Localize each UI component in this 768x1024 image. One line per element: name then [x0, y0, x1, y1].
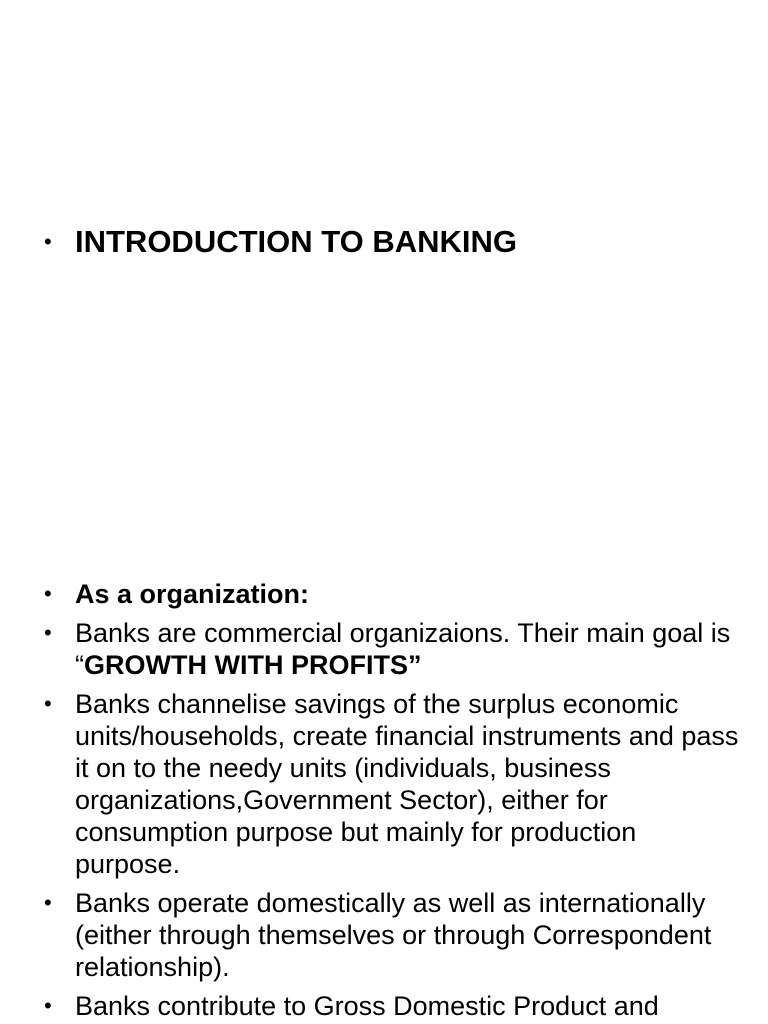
- bullet-icon: •: [44, 581, 52, 606]
- bullet-icon: •: [44, 620, 52, 645]
- bullet-text-savings: Banks channelise savings of the surplus economic units/households, create financial instruments and pass it on to the needy units (individuals, business organizations,Government Sector), either for consumption purpose but mainly for production purpose.: [75, 689, 739, 879]
- bullet-icon: •: [44, 691, 52, 716]
- bullet-text-operations: Banks operate domestically as well as internationally (either through themselves or through Correspondent relationship).: [75, 888, 712, 982]
- bullet-item-heading: [44, 578, 744, 610]
- bullet-item-savings: [44, 688, 744, 880]
- bullet-text-gdp: Banks contribute to Gross Domestic Product and: [75, 991, 659, 1021]
- slide-title-block: [44, 222, 744, 262]
- bullet-icon: •: [44, 890, 52, 915]
- goal-text: Banks are commercial organizaions. Their main goal is “: [75, 618, 731, 680]
- goal-emphasis: GROWTH WITH PROFITS”: [84, 650, 422, 680]
- bullet-text-goal: [75, 617, 744, 681]
- section-heading: As a organization:: [75, 579, 310, 609]
- bullet-item-gdp: [44, 990, 744, 1022]
- bullet-icon: •: [44, 993, 52, 1018]
- bullet-item-operations: [44, 887, 744, 983]
- slide-title: INTRODUCTION TO BANKING: [75, 224, 518, 259]
- slide-body: [44, 578, 744, 1024]
- title-bullet-row: [44, 222, 744, 262]
- bullet-item-goal: [44, 617, 744, 681]
- bullet-icon: •: [44, 229, 52, 254]
